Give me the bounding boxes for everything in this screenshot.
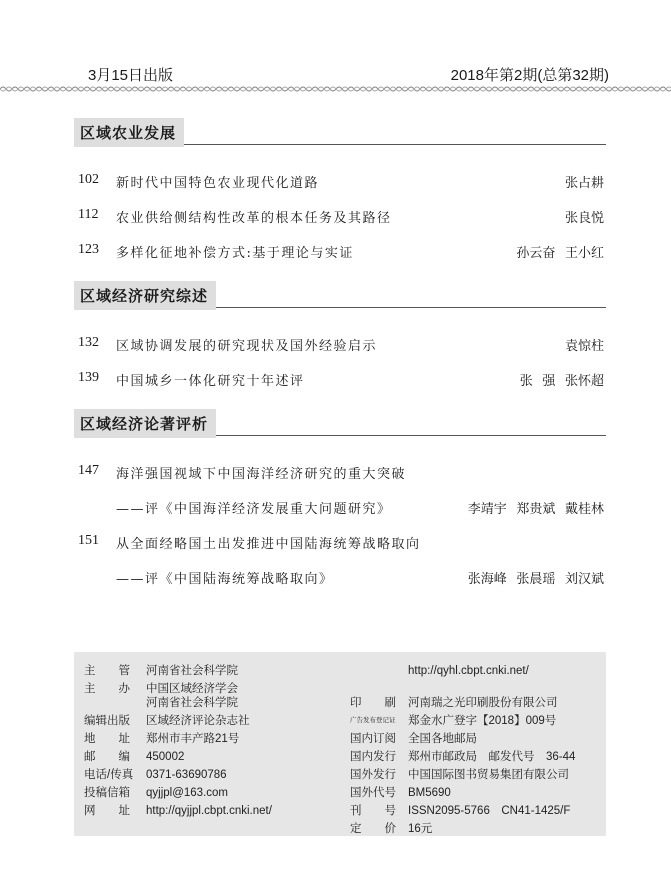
info-left-column xyxy=(84,662,334,820)
info-key: 国内发行 xyxy=(350,751,396,763)
info-row xyxy=(84,784,334,802)
toc-entry-subtitle[interactable] xyxy=(74,560,606,595)
entry-title: 新时代中国特色农业现代化道路 xyxy=(116,176,320,191)
entry-title: ——评《中国海洋经济发展重大问题研究》 xyxy=(116,502,392,517)
info-row xyxy=(350,820,600,838)
entry-page: 102 xyxy=(78,172,99,187)
toc-section xyxy=(0,118,671,269)
info-key: 印 刷 xyxy=(350,697,396,709)
entry-authors: 张良悦 xyxy=(564,210,604,225)
info-row xyxy=(350,784,600,802)
info-row xyxy=(350,712,600,730)
info-value: 中国国际图书贸易集团有限公司 xyxy=(408,769,569,781)
info-row xyxy=(84,766,334,784)
info-row xyxy=(84,680,334,712)
entry-title: 多样化征地补偿方式:基于理论与实证 xyxy=(116,246,354,261)
info-key: 编辑出版 xyxy=(84,715,130,727)
info-key: 主 管 xyxy=(84,665,130,677)
toc-entry[interactable] xyxy=(74,199,606,234)
info-key: 定 价 xyxy=(350,823,396,835)
info-row xyxy=(84,712,334,730)
website-link[interactable]: http://qyjjpl.cbpt.cnki.net/ xyxy=(146,805,272,817)
submission-email[interactable]: qyjjpl@163.com xyxy=(146,787,228,799)
entry-title: 农业供给侧结构性改革的根本任务及其路径 xyxy=(116,211,392,226)
toc-entry[interactable] xyxy=(74,234,606,269)
info-key: 刊 号 xyxy=(350,805,396,817)
entry-page: 112 xyxy=(78,207,99,222)
info-key: 投稿信箱 xyxy=(84,787,130,799)
toc-entry[interactable] xyxy=(74,164,606,199)
info-row xyxy=(350,766,600,784)
info-key: 网 址 xyxy=(84,805,130,817)
info-row xyxy=(350,748,600,766)
info-value: 全国各地邮局 xyxy=(408,733,477,745)
toc-entry[interactable] xyxy=(74,327,606,362)
section-heading xyxy=(74,281,606,315)
info-value: 郑金水广登字【2018】009号 xyxy=(408,715,557,727)
entry-authors: 张 强 张怀超 xyxy=(519,373,604,388)
toc-section xyxy=(0,281,671,397)
info-key: 地 址 xyxy=(84,733,130,745)
table-of-contents xyxy=(0,118,671,595)
info-value: 中国区域经济学会 xyxy=(146,683,238,695)
info-row xyxy=(84,730,334,748)
info-right-column xyxy=(350,662,600,838)
issue-number: 2018年第2期(总第32期) xyxy=(450,67,609,84)
info-key: 国外发行 xyxy=(350,769,396,781)
info-value: 河南省社会科学院 xyxy=(146,665,238,677)
entry-page: 139 xyxy=(78,370,99,385)
entry-title: ——评《中国陆海统筹战略取向》 xyxy=(116,572,334,587)
publication-date: 3月15日出版 xyxy=(88,67,174,84)
page-header xyxy=(0,0,671,96)
info-value: 450002 xyxy=(146,751,185,763)
info-row xyxy=(84,662,334,680)
entry-title: 中国城乡一体化研究十年述评 xyxy=(116,374,305,389)
entry-page: 147 xyxy=(78,463,99,478)
section-heading xyxy=(74,118,606,152)
entry-page: 151 xyxy=(78,533,99,548)
entry-authors: 孙云奋 王小红 xyxy=(516,245,604,260)
publication-info-box xyxy=(74,652,606,836)
section-title: 区域经济论著评析 xyxy=(74,409,216,438)
info-key: 主 办 xyxy=(84,683,130,695)
toc-section xyxy=(0,409,671,595)
entry-title: 海洋强国视域下中国海洋经济研究的重大突破 xyxy=(116,467,407,482)
info-value: 郑州市丰产路21号 xyxy=(146,733,240,745)
toc-entry[interactable] xyxy=(74,455,606,490)
entry-authors: 张占耕 xyxy=(564,175,604,190)
info-row xyxy=(84,802,334,820)
info-key: 国外代号 xyxy=(350,787,396,799)
info-value: 河南瑞之光印刷股份有限公司 xyxy=(408,697,558,709)
entry-authors: 袁惊柱 xyxy=(564,338,604,353)
section-title: 区域经济研究综述 xyxy=(74,281,216,310)
info-value: 0371-63690786 xyxy=(146,769,227,781)
info-value: 河南省社会科学院 xyxy=(146,697,238,709)
entry-title: 从全面经略国土出发推进中国陆海统筹战略取向 xyxy=(116,537,421,552)
section-title: 区域农业发展 xyxy=(74,118,184,147)
toc-entry[interactable] xyxy=(74,362,606,397)
website-link[interactable]: http://qyhl.cbpt.cnki.net/ xyxy=(408,665,529,677)
info-value: BM5690 xyxy=(408,787,451,799)
info-key: 邮 编 xyxy=(84,751,130,763)
entry-page: 123 xyxy=(78,242,99,257)
info-row xyxy=(350,662,600,680)
info-value: 郑州市邮政局 邮发代号 36-44 xyxy=(408,751,576,763)
toc-entry[interactable] xyxy=(74,525,606,560)
entry-title: 区域协调发展的研究现状及国外经验启示 xyxy=(116,339,378,354)
info-value: ISSN2095-5766 CN41-1425/F xyxy=(408,805,571,817)
toc-entry-subtitle[interactable] xyxy=(74,490,606,525)
section-heading xyxy=(74,409,606,443)
header-wave-divider xyxy=(0,84,671,94)
info-row xyxy=(84,748,334,766)
entry-authors: 张海峰 张晨瑶 刘汉斌 xyxy=(467,571,604,586)
info-value: 区域经济评论杂志社 xyxy=(146,715,250,727)
info-value: 16元 xyxy=(408,823,433,835)
info-key: 国内订阅 xyxy=(350,733,396,745)
entry-page: 132 xyxy=(78,335,99,350)
entry-authors: 李靖宇 郑贵斌 戴桂林 xyxy=(467,501,604,516)
info-row xyxy=(350,694,600,712)
info-row xyxy=(350,730,600,748)
info-row xyxy=(350,802,600,820)
info-key: 广告发布登记证 xyxy=(350,717,396,724)
info-key: 电话/传真 xyxy=(84,769,134,781)
